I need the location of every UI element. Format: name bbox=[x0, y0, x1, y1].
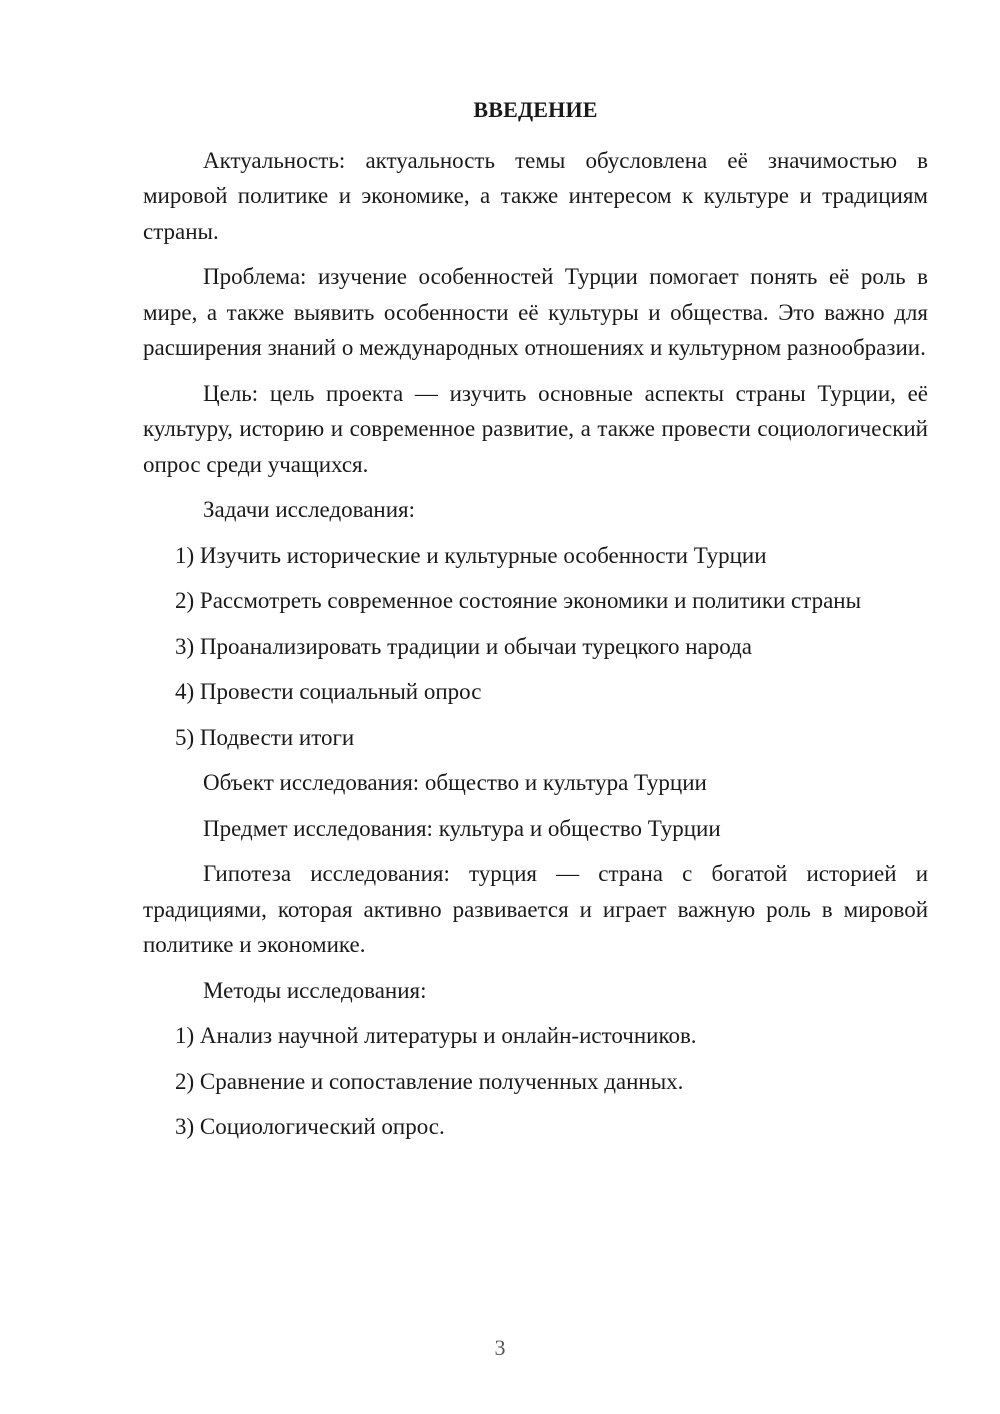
page-number: 3 bbox=[494, 1335, 506, 1360]
tasks-heading: Задачи исследования: bbox=[203, 497, 416, 522]
task-item: 1) Изучить исторические и культурные особенности Турции bbox=[175, 542, 767, 568]
object-line: Объект исследования: общество и культура Турции bbox=[203, 770, 707, 795]
tasks-list bbox=[143, 538, 928, 756]
problem-paragraph: Проблема: изучение особенностей Турции помогает понять её роль в мире, а также выявить особенности её культуры и общества. Это важно для расширения знаний о международных отношениях и культурном разнообразии. bbox=[143, 264, 928, 360]
task-item: 2) Рассмотреть современное состояние экономики и политики страны bbox=[175, 588, 862, 613]
page-content bbox=[143, 92, 928, 1155]
method-item: 2) Сравнение и сопоставление полученных данных. bbox=[175, 1068, 684, 1094]
subject-line: Предмет исследования: культура и общество Турции bbox=[203, 815, 721, 841]
methods-list bbox=[143, 1018, 928, 1145]
methods-heading: Методы исследования: bbox=[203, 977, 427, 1003]
task-item: 3) Проанализировать традиции и обычаи турецкого народа bbox=[175, 633, 753, 659]
goal-paragraph: Цель: цель проекта — изучить основные аспекты страны Турции, её культуру, историю и современное развитие, а также провести социологический опрос среди учащихся. bbox=[143, 380, 928, 477]
hypothesis-paragraph: Гипотеза исследования: турция — страна с богатой историей и традициями, которая активно развивается и играет важную роль в мировой политике и экономике. bbox=[143, 861, 928, 957]
method-item: 3) Социологический опрос. bbox=[175, 1114, 445, 1139]
method-item: 1) Анализ научной литературы и онлайн-источников. bbox=[175, 1023, 697, 1048]
task-item: 4) Провести социальный опрос bbox=[175, 679, 482, 704]
task-item: 5) Подвести итоги bbox=[175, 724, 355, 750]
relevance-paragraph: Актуальность: актуальность темы обусловлена её значимостью в мировой политике и экономике, а также интересом к культуре и традициям страны. bbox=[143, 147, 928, 244]
section-title: ВВЕДЕНИЕ bbox=[473, 97, 598, 122]
